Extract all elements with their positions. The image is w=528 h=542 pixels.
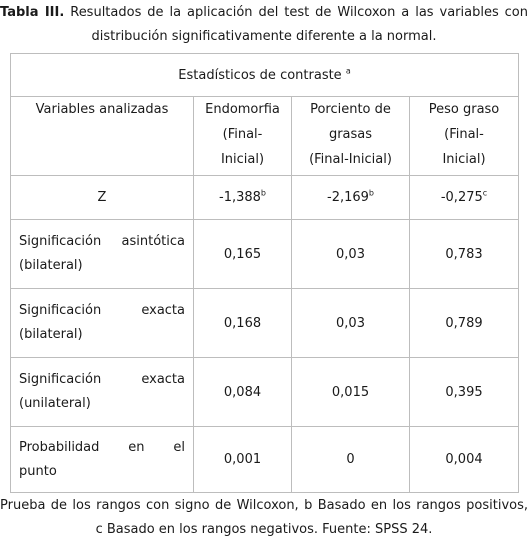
row-label <box>11 358 194 427</box>
cell-value: 0,084 <box>194 358 292 427</box>
cell-value: 0,001 <box>194 427 292 493</box>
row-label-line1: Significación asintótica <box>19 234 185 249</box>
cell-value: 0,015 <box>292 358 410 427</box>
row-label <box>11 427 194 493</box>
table-title-sup: a <box>345 66 351 76</box>
table-row <box>11 176 519 220</box>
header-col3-line1: Peso graso <box>428 102 500 117</box>
cell-value: 0 <box>292 427 410 493</box>
cell-value: 0,783 <box>410 220 519 289</box>
value-sup: c <box>482 188 488 198</box>
header-col1-line3: Inicial) <box>220 152 265 167</box>
row-label <box>11 220 194 289</box>
value-text: -2,169 <box>327 190 369 205</box>
cell-value: 0,004 <box>410 427 519 493</box>
row-label-line1: Significación exacta <box>19 372 185 387</box>
value-text: -1,388 <box>219 190 261 205</box>
header-col2-line2: grasas <box>328 127 373 142</box>
table-caption <box>0 1 528 49</box>
cell-value: 0,168 <box>194 289 292 358</box>
header-endomorfia <box>194 97 292 176</box>
header-peso-graso <box>410 97 519 176</box>
table-title-row <box>11 54 519 97</box>
table-title-cell <box>11 54 519 97</box>
table-header-row <box>11 97 519 176</box>
row-label-line2: (unilateral) <box>19 396 91 411</box>
cell-value: 0,789 <box>410 289 519 358</box>
cell-value <box>292 176 410 220</box>
caption-text-2: distribución significativamente diferente a la normal. <box>91 29 437 44</box>
row-label-line1: Significación exacta <box>19 303 185 318</box>
header-col2-line3: (Final-Inicial) <box>309 152 392 167</box>
row-label-line2: (bilateral) <box>19 258 83 273</box>
row-label-line2: punto <box>19 463 57 479</box>
header-col1-line2: (Final- <box>222 127 263 142</box>
header-col3-line2: (Final- <box>444 127 484 142</box>
caption-label: Tabla III. <box>0 5 65 20</box>
footnote-line-1: Prueba de los rangos con signo de Wilcoxon, b Basado en los rangos positivos, <box>0 498 528 513</box>
cell-value <box>410 176 519 220</box>
header-col2-line1: Porciento de <box>310 102 391 117</box>
caption-text-1: Resultados de la aplicación del test de Wilcoxon a las variables con <box>64 5 528 20</box>
value-text: -0,275 <box>440 190 483 205</box>
header-variables-label: Variables analizadas <box>35 102 169 117</box>
header-porciento-grasas <box>292 97 410 176</box>
header-variables <box>11 97 194 176</box>
row-label-line1: Probabilidad en el <box>19 439 185 455</box>
statistics-table <box>10 53 519 493</box>
header-col3-line3: Inicial) <box>442 152 486 167</box>
value-sup: b <box>368 188 374 198</box>
cell-value: 0,395 <box>410 358 519 427</box>
cell-value: 0,03 <box>292 289 410 358</box>
table-row <box>11 358 519 427</box>
header-col1-line1: Endomorfia <box>205 102 280 117</box>
cell-value <box>194 176 292 220</box>
row-label <box>11 289 194 358</box>
table-row <box>11 220 519 289</box>
row-label-text: Z <box>97 190 107 205</box>
row-label-line2: (bilateral) <box>19 327 83 342</box>
cell-value: 0,165 <box>194 220 292 289</box>
cell-value: 0,03 <box>292 220 410 289</box>
value-sup: b <box>260 188 266 198</box>
row-label <box>11 176 194 220</box>
table-row <box>11 427 519 493</box>
footnote-line-2: c Basado en los rangos negativos. Fuente: SPSS 24. <box>95 522 433 537</box>
table-footnote <box>0 494 528 542</box>
caption-line-1 <box>0 1 528 25</box>
table-row <box>11 289 519 358</box>
table-title: Estadísticos de contraste <box>178 67 342 83</box>
